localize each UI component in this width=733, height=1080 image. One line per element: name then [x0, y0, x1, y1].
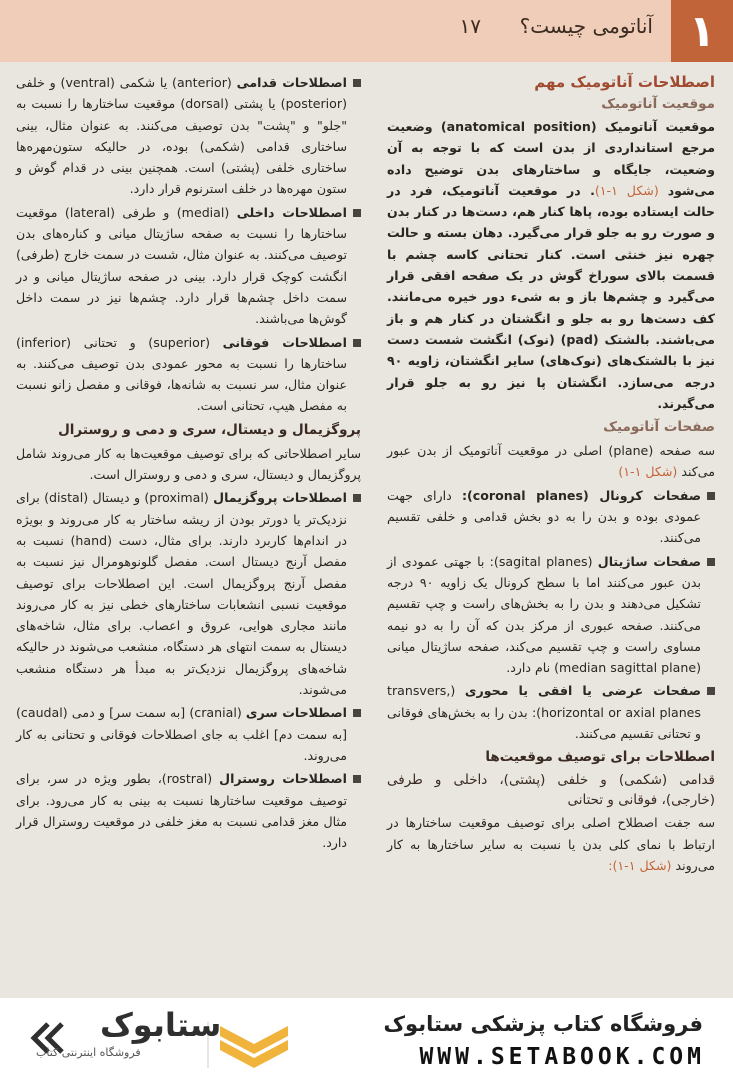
list-item-proximal-distal	[16, 487, 361, 700]
list-item-anterior-posterior	[16, 72, 361, 200]
paragraph-proximal-intro: سایر اصطلاحاتی که برای توصیف موقعیت‌ها به کار می‌روند شامل پروگزیمال و دیستال، سری و دمی و روسترال است.	[16, 445, 361, 483]
paragraph-position-terms	[387, 812, 715, 876]
list-item-transverse	[387, 680, 715, 744]
figure-reference: (شکل ۱-۱):	[608, 857, 672, 873]
bullet-term: اصطلاحات سری	[245, 705, 347, 721]
bullet-text: (anterior) یا شکمی (ventral) و خلفی (posterior) یا پشتی (dorsal) موقعیت ساختارها را نسبت به "جلو" و "پشت" بدن توصیف می‌کنند. به عنوان مثال، بینی ساختاری قدامی (شکمی) بوده، در حالیکه ستون‌مهره‌ها ساختاری خلفی (پشتی) است. همچنین بینی در قدام گوش و ستون مهره‌ها در خلف استرنوم قرار دارد.	[16, 75, 347, 197]
chapter-title: آناتومی چیست؟	[519, 14, 653, 38]
list-item-sagital	[387, 551, 715, 679]
bullet-text: (proximal) و دیستال (distal) برای نزدیک‌تر یا دورتر بودن از ریشه ساختار به کار می‌روند و بویژه در اندام‌ها کاربرد دارند. برای مثال، دست (hand) نسبت به مفصل آرنج دیستال است. مفصل گلونوهومرال نیز نسبت به مفصل آرنج پروگزیمال است. این اصطلاحات برای توصیف موقعیت نسبی انشعابات ساختارهای خطی نیز به کار می‌روند مانند مجاری هوایی، عروق و اعصاب. برای مثال، شاخه‌های دیستال به سمت انتهای هر دستگاه، منشعب می‌شوند در حالیکه شاخه‌های پروگزیمال نزدیک‌تر به مبدأ هر دستگاه منشعب می‌شوند.	[16, 490, 347, 698]
bullet-text: (sagital planes): با جهتی عمودی از بدن عبور می‌کنند اما با سطح کرونال یک زاویه ۹۰ درجه تشکیل می‌دهند و بدن را به بخش‌های راست و چپ تقسیم می‌کنند. صفحه عبوری از مرکز بدن که آن را به دو نیمه مساوی راست و چپ تقسیم می‌کند، صفحه ساژیتال میانی (median sagittal plane) نام دارد.	[387, 553, 701, 676]
list-item-cranial-caudal	[16, 702, 361, 766]
bullet-term: اصطلاحات داخلی	[236, 204, 347, 220]
subheading-proximal-distal: پروگزیمال و دیستال، سری و دمی و روسترال	[58, 421, 361, 438]
paragraph-text: سه جفت اصطلاح اصلی برای توصیف موقعیت ساختارها در ارتباط با نمای کلی بدن یا نسبت به سایر ساختارها به کار می‌روند	[387, 815, 715, 873]
logo-chevron-icon	[220, 1026, 288, 1068]
subheading-anatomical-position: موقعیت آناتومیک	[601, 96, 715, 112]
page-header	[0, 0, 733, 62]
bullet-text: دارای جهت عمودی بوده و بدن را به دو بخش قدامی و خلفی تقسیم می‌کنند.	[387, 487, 701, 546]
logo-wordmark: ستابوک	[100, 1006, 222, 1044]
list-item-rostral	[16, 768, 361, 853]
page-number: ۱۷	[459, 14, 481, 38]
chapter-number-badge: ۱	[671, 0, 733, 62]
bullet-text: (superior) و تحتانی (inferior) ساختارها را نسبت به محور عمودی بدن توصیف می‌کنند. به عنوان مثال، سر نسبت به شانه‌ها، فوقانی و مفصل زانو نسبت به مفصل هیپ، تحتانی است.	[16, 334, 347, 414]
list-item-coronal	[387, 485, 715, 549]
bullet-text: (transvers, horizontal or axial planes): بدن را به بخش‌های فوقانی و تحتانی تقسیم می‌کنند.	[387, 683, 701, 742]
right-column	[387, 72, 715, 878]
paragraph-text: سه صفحه (plane) اصلی در موقعیت آناتومیک از بدن عبور می‌کند	[387, 443, 716, 480]
bullet-term: اصطلاحات قدامی	[236, 75, 348, 90]
bullet-term: اصطلاحات روسترال	[219, 771, 347, 787]
paragraph-text: موقعیت آناتومیک (anatomical position) وضعیت مرجع استانداردی از بدن است که با توجه به آن وضعیت، جایگاه و ساختارهای بدن توضیح داده می‌شود	[387, 119, 715, 198]
subheading-anatomical-planes: صفحات آناتومیک	[603, 419, 715, 436]
paragraph-planes-intro	[387, 440, 715, 483]
store-url[interactable]: WWW.SETABOOK.COM	[419, 1044, 705, 1070]
bullet-term: صفحات کرونال (coronal planes):	[461, 487, 701, 503]
figure-reference: (شکل ۱-۱)	[594, 182, 659, 198]
store-name: فروشگاه کتاب پزشکی ستابوک	[383, 1012, 703, 1036]
list-item-superior-inferior	[16, 332, 361, 417]
bullet-term: صفحات عرضی یا افقی یا محوری	[464, 683, 701, 699]
paragraph-anatomical-position	[387, 116, 715, 414]
left-column	[16, 72, 361, 855]
logo-tagline: فروشگاه اینترنتی کتاب	[36, 1046, 141, 1059]
bullet-text: (medial) و طرفی (lateral) موقعیت ساختارها را نسبت به صفحه ساژیتال میانی و کناره‌های بدن توصیف می‌کنند. به عنوان مثال، شست در سمت خارج (طرفی) انگشت کوچک قرار دارد. بینی در صفحه ساژیتال میانی و در سمت داخل چشم‌ها قرار دارد. چشم‌ها نیز در سمت داخل گوش‌ها می‌باشند.	[16, 204, 347, 327]
bullet-text: (cranial) [به سمت سر] و دمی (caudal) [به سمت دم] اغلب به جای اصطلاحات فوقانی و تحتانی به کار می‌روند.	[16, 705, 347, 763]
bullet-term: اصطلاحات پروگزیمال	[213, 490, 347, 506]
list-item-medial-lateral	[16, 202, 361, 330]
bullet-term: اصطلاحات فوقانی	[222, 334, 347, 350]
position-terms-list: قدامی (شکمی) و خلفی (پشتی)، داخلی و طرفی (خارجی)، فوقانی و تحتانی	[387, 772, 715, 809]
bullet-term: صفحات ساژیتال	[597, 553, 702, 569]
store-footer	[0, 998, 733, 1080]
bullet-text: (rostral)، بطور ویژه در سر، برای توصیف موقعیت ساختارها نسبت به بینی به کار می‌رود. برای مثال مغز قدامی نسبت به مغز خلفی در موقعیت روسترال قرار دارد.	[16, 771, 347, 851]
figure-reference: (شکل ۱-۱)	[618, 464, 678, 480]
subheading-position-terms: اصطلاحات برای توصیف موقعیت‌ها	[485, 749, 715, 766]
paragraph-text-continued: . در موقعیت آناتومیک، فرد در حالت ایستاده بوده، پاها کنار هم، دست‌ها در کنار بدن و صورت رو به جلو قرار می‌گیرد. دهان بسته و حالت چهره نیز خنثی است. کنار تحتانی کاسه چشم با قسمت بالای سوراخ گوش در یک صفحه افقی قرار می‌گیرد و چشم‌ها باز و به شیء دور خیره می‌مانند. کف دست‌ها رو به جلو و انگشتان در کنار هم و باز می‌باشند. بالشتک (pad) (نوک) انگشت شست دست نیز با بالشتک‌های (نوک‌های) سایر انگشتان، زاویه ۹۰ درجه می‌سازد. انگشتان پا نیز رو به جلو قرار می‌گیرند.	[387, 182, 715, 411]
section-heading-important-terms: اصطلاحات آناتومیک مهم	[534, 73, 715, 91]
